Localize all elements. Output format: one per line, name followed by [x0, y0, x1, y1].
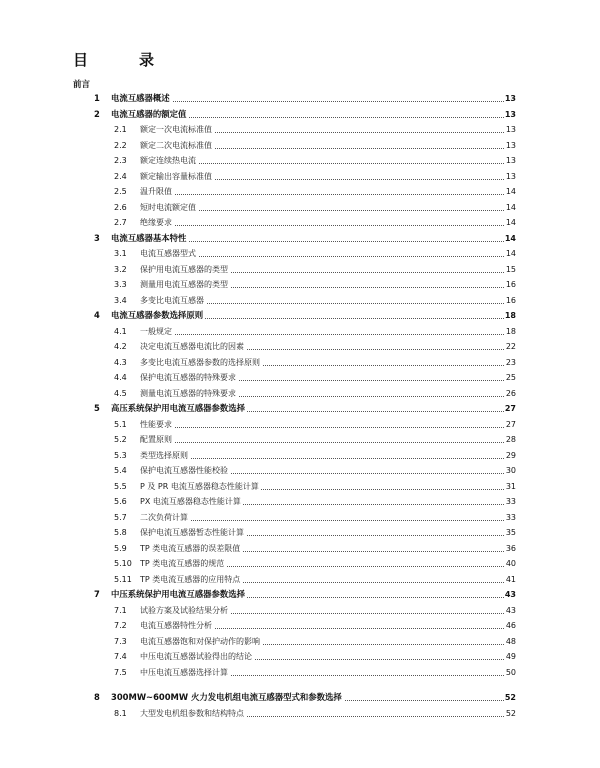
toc-entry-number: 2.6 [114, 202, 127, 212]
toc-entry[interactable] [0, 650, 600, 663]
toc-entry[interactable] [0, 294, 600, 307]
toc-entry-number: 4.3 [114, 357, 127, 367]
toc-entry[interactable] [0, 619, 600, 632]
toc-page-number: 52 [505, 708, 516, 718]
toc-entry-number: 8.1 [114, 708, 127, 718]
toc-entry-title: 保护电流互感器暂态性能计算 [140, 528, 244, 537]
toc-entry-number: 7.5 [114, 667, 127, 677]
toc-entry[interactable] [0, 542, 600, 555]
toc-entry[interactable] [0, 170, 600, 183]
toc-entry-number: 4 [94, 310, 100, 320]
toc-entry-title: 性能要求 [140, 419, 172, 429]
toc-title: 目 录 [73, 51, 173, 69]
toc-entry[interactable] [0, 278, 600, 291]
toc-entry-number: 2.3 [114, 156, 127, 165]
toc-entry[interactable] [0, 480, 600, 493]
toc-entry[interactable] [0, 635, 600, 648]
toc-entry-title: 额定一次电流标准值 [140, 125, 212, 134]
toc-page-number: 13 [505, 171, 516, 181]
toc-entry-number: 3.1 [114, 249, 127, 258]
toc-entry-title: 电流互感器型式 [140, 249, 196, 258]
toc-entry-title: 中压电流互感器选择计算 [140, 667, 228, 677]
toc-entry[interactable] [0, 309, 600, 322]
toc-entry-title: 二次负荷计算 [140, 512, 188, 522]
toc-entry-number: 3.3 [114, 280, 127, 289]
toc-entry[interactable] [0, 511, 600, 524]
toc-entry-title: 测量用电流互感器的类型 [140, 280, 228, 289]
toc-page-number: 33 [505, 512, 516, 522]
toc-entry-title: 额定输出容量标准值 [140, 171, 212, 181]
toc-entry-number: 2.7 [114, 218, 127, 227]
toc-entry-number: 1 [94, 93, 100, 103]
toc-entry[interactable] [0, 232, 600, 245]
toc-entry-title: 大型发电机组参数和结构特点 [140, 708, 244, 718]
toc-entry-title: 温升限值 [140, 187, 172, 196]
toc-entry-number: 4.2 [114, 342, 127, 351]
toc-entry-number: 5.3 [114, 450, 127, 460]
toc-entry-number: 2.5 [114, 187, 127, 196]
toc-entry-number: 2.2 [114, 140, 127, 150]
toc-entry-number: 5.5 [114, 481, 127, 491]
toc-entry-title: TP 类电流互感器的应用特点 [140, 574, 241, 584]
toc-entry[interactable] [0, 216, 600, 229]
toc-entry-number: 4.1 [114, 326, 127, 336]
toc-entry[interactable] [0, 402, 600, 415]
toc-page-number: 48 [505, 636, 516, 646]
toc-entry-number: 3.4 [114, 295, 127, 305]
toc-entry-title: 测量电流互感器的特殊要求 [140, 388, 236, 398]
toc-page-number: 23 [505, 357, 516, 367]
toc-entry-number: 4.4 [114, 373, 127, 382]
toc-entry[interactable] [0, 371, 600, 384]
toc-entry-title: 电流互感器基本特性 [111, 232, 187, 243]
toc-entry-number: 2 [94, 108, 100, 119]
toc-entry[interactable] [0, 387, 600, 400]
toc-entry-number: 7.4 [114, 652, 127, 661]
toc-page-number: 18 [504, 311, 516, 320]
toc-entry-title: 电流互感器参数选择原则 [111, 310, 204, 320]
toc-entry-number: 5.10 [114, 559, 132, 568]
toc-entry[interactable] [0, 604, 600, 617]
toc-page-number: 27 [504, 404, 516, 413]
toc-entry[interactable] [0, 691, 600, 704]
toc-entry-number: 5.11 [114, 574, 132, 584]
toc-page-number: 29 [505, 450, 516, 460]
toc-dot-leader [140, 325, 516, 335]
toc-entry-number: 5.6 [114, 497, 127, 506]
toc-entry-title: PX 电流互感器稳态性能计算 [140, 497, 241, 506]
toc-entry-number: 5.2 [114, 435, 127, 444]
toc-page-number: 14 [505, 187, 516, 196]
toc-entry[interactable] [0, 495, 600, 508]
toc-entry-title: 短时电流额定值 [140, 202, 196, 212]
toc-page-number: 14 [504, 233, 516, 243]
toc-page-number: 28 [505, 435, 516, 444]
toc-entry-number: 3 [94, 232, 100, 243]
toc-entry-title: TP 类电流互感器的规范 [140, 559, 225, 568]
toc-entry[interactable] [0, 449, 600, 462]
toc-page-number: 27 [505, 419, 516, 429]
toc-page-number: 36 [505, 543, 516, 553]
toc-page-number: 31 [505, 481, 516, 491]
toc-entry-title: 中压电流互感器试验得出的结论 [140, 652, 252, 661]
toc-entry-title: 电流互感器的额定值 [111, 108, 187, 119]
toc-entry[interactable] [0, 108, 600, 121]
toc-entry-number: 7.3 [114, 636, 127, 646]
toc-entry[interactable] [0, 356, 600, 369]
toc-page-number: 13 [504, 109, 516, 119]
toc-page-number: 13 [505, 156, 516, 165]
toc-entry[interactable] [0, 464, 600, 477]
toc-page-number: 13 [505, 125, 516, 134]
toc-entry[interactable] [0, 707, 600, 720]
toc-entry-number: 7 [94, 589, 100, 599]
toc-entry-number: 5.1 [114, 419, 127, 429]
toc-dot-leader [140, 449, 516, 459]
toc-entry[interactable] [0, 154, 600, 167]
toc-entry[interactable] [0, 201, 600, 214]
toc-dot-leader [140, 511, 516, 521]
toc-entry[interactable] [0, 123, 600, 136]
toc-entry[interactable] [0, 139, 600, 152]
toc-entry-title: 额定二次电流标准值 [140, 140, 212, 150]
toc-page-number: 13 [504, 94, 516, 103]
toc-entry[interactable] [0, 263, 600, 276]
toc-entry-title: 额定连续热电流 [140, 156, 196, 165]
toc-entry[interactable] [0, 325, 600, 338]
toc-entry[interactable] [0, 573, 600, 586]
toc-entry-number: 7.2 [114, 621, 127, 630]
toc-dot-leader [140, 185, 516, 195]
toc-page-number: 41 [505, 574, 516, 584]
toc-page-number: 40 [505, 559, 516, 568]
toc-entry-title: 300MW~600MW 火力发电机组电流互感器型式和参数选择 [111, 692, 342, 702]
toc-page-number: 49 [505, 652, 516, 661]
toc-entry[interactable] [0, 526, 600, 539]
preface-heading: 前言 [73, 80, 91, 90]
toc-entry-title: 中压系统保护用电流互感器参数选择 [111, 589, 245, 599]
toc-entry-number: 5.9 [114, 543, 127, 553]
toc-entry-number: 5.7 [114, 512, 127, 522]
toc-entry-number: 7.1 [114, 605, 127, 615]
toc-entry[interactable] [0, 247, 600, 260]
toc-entry-title: 配置原则 [140, 435, 172, 444]
toc-page-number: 18 [505, 326, 516, 336]
toc-entry-title: 保护用电流互感器的类型 [140, 264, 228, 274]
toc-page-number: 14 [505, 249, 516, 258]
toc-entry-number: 3.2 [114, 264, 127, 274]
toc-entry-number: 8 [94, 692, 100, 702]
toc-entry-title: 决定电流互感器电流比的因素 [140, 342, 244, 351]
toc-page-number: 30 [505, 466, 516, 475]
toc-entry-title: 绝缘要求 [140, 218, 172, 227]
toc-entry-title: 一般规定 [140, 326, 172, 336]
toc-entry-number: 2.1 [114, 125, 127, 134]
toc-entry-title: 保护电流互感器性能校验 [140, 466, 228, 475]
toc-entry-title: 电流互感器饱和对保护动作的影响 [140, 636, 260, 646]
toc-entry-title: 高压系统保护用电流互感器参数选择 [111, 403, 245, 413]
toc-entry-number: 2.4 [114, 171, 127, 181]
toc-entry[interactable] [0, 666, 600, 679]
toc-entry-number: 4.5 [114, 388, 127, 398]
toc-page-number: 16 [505, 280, 516, 289]
toc-page-number: 14 [505, 202, 516, 212]
toc-entry-title: 类型选择原则 [140, 450, 188, 460]
toc-entry-title: 试验方案及试验结果分析 [140, 605, 228, 615]
toc-page-number: 46 [505, 621, 516, 630]
toc-page-number: 16 [505, 295, 516, 305]
toc-entry[interactable] [0, 418, 600, 431]
toc-dot-leader [140, 216, 516, 226]
toc-entry[interactable] [0, 588, 600, 601]
toc-entry-title: 多变比电流互感器 [140, 295, 204, 305]
toc-page-number: 26 [505, 388, 516, 398]
toc-dot-leader [140, 418, 516, 428]
toc-entry-title: 电流互感器特性分析 [140, 621, 212, 630]
toc-entry[interactable] [0, 92, 600, 105]
toc-entry-title: 多变比电流互感器参数的选择原则 [140, 357, 260, 367]
toc-dot-leader [111, 92, 516, 102]
toc-entry-title: 电流互感器概述 [111, 93, 170, 103]
toc-page-number: 35 [505, 528, 516, 537]
toc-entry-number: 5 [94, 403, 100, 413]
toc-entry[interactable] [0, 557, 600, 570]
toc-page-number: 33 [505, 497, 516, 506]
toc-entry-title: 保护电流互感器的特殊要求 [140, 373, 236, 382]
toc-page-number: 52 [504, 693, 516, 702]
toc-page-number: 14 [505, 218, 516, 227]
toc-page-number: 43 [505, 605, 516, 615]
toc-page-number: 15 [505, 264, 516, 274]
toc-dot-leader [140, 433, 516, 443]
toc-page-number: 43 [504, 590, 516, 599]
toc-page-number: 50 [505, 667, 516, 677]
toc-entry[interactable] [0, 433, 600, 446]
toc-entry-title: TP 类电流互感器的误差限值 [140, 543, 241, 553]
toc-page-number: 25 [505, 373, 516, 382]
toc-entry-number: 5.8 [114, 528, 127, 537]
toc-entry-number: 5.4 [114, 466, 127, 475]
toc-entry[interactable] [0, 340, 600, 353]
toc-entry[interactable] [0, 185, 600, 198]
toc-page-number: 13 [505, 140, 516, 150]
toc-entry-title: P 及 PR 电流互感器稳态性能计算 [140, 481, 259, 491]
toc-page-number: 22 [505, 342, 516, 351]
